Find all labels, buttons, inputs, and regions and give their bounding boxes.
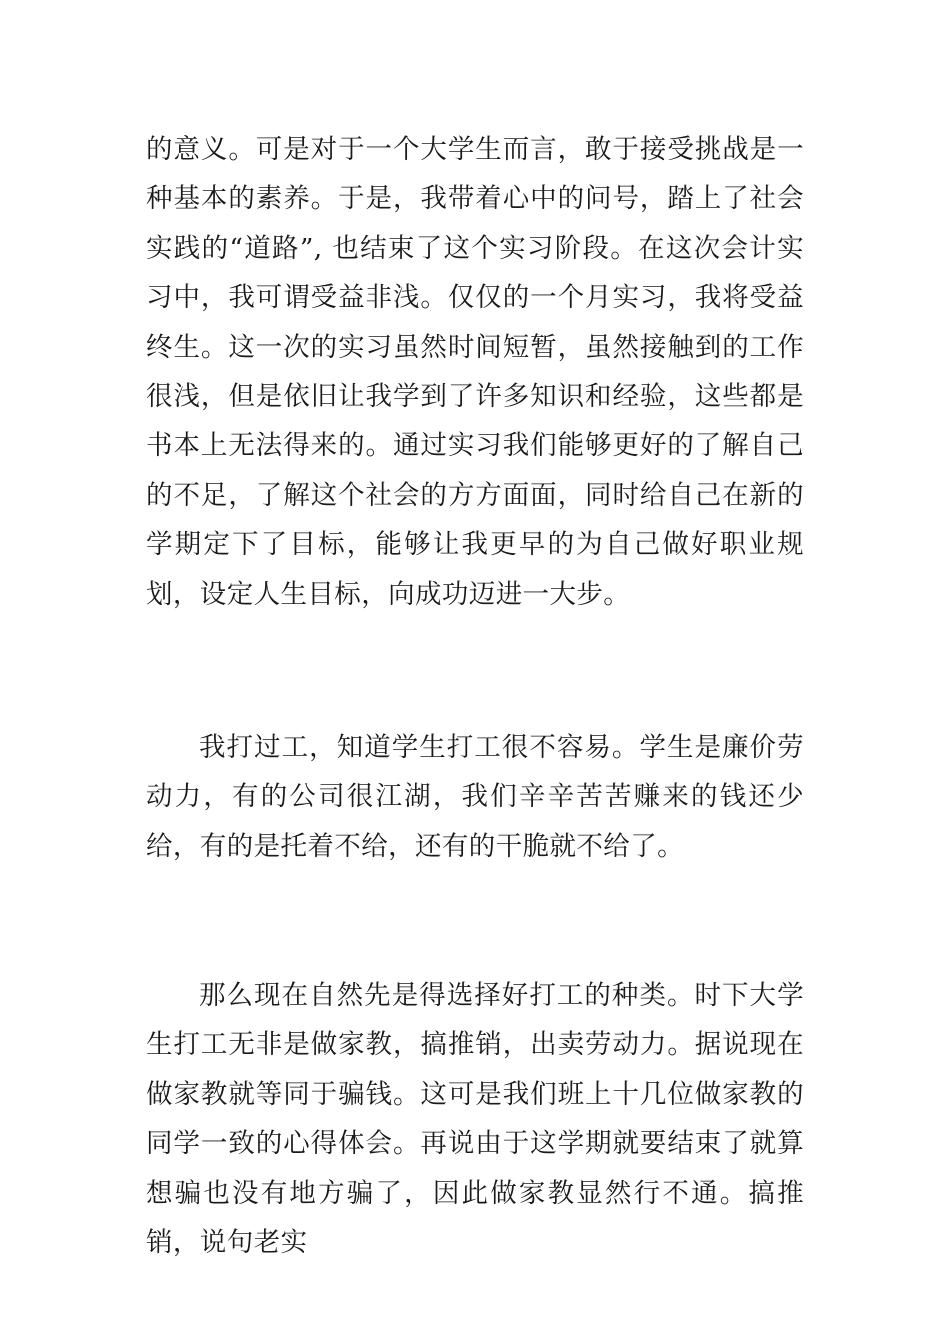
paragraph-job-choice: 那么现在自然先是得选择好打工的种类。时下大学生打工无非是做家教，搞推销，出卖劳动力。据说现在做家教就等同于骗钱。这可是我们班上十几位做家教的同学一致的心得体会。再说由于这学期就要结束了就算想骗也没有地方骗了，因此做家教显然行不通。搞推销，说句老实 [146,980,804,1259]
paragraph-student-work: 我打过工，知道学生打工很不容易。学生是廉价劳动力，有的公司很江湖，我们辛辛苦苦赚来的钱还少给，有的是托着不给，还有的干脆就不给了。 [146,732,804,862]
paragraph-internship-reflection: 的意义。可是对于一个大学生而言，敢于接受挑战是一种基本的素养。于是，我带着心中的问号，踏上了社会实践的“道路”, 也结束了这个实习阶段。在这次会计实习中，我可谓受益非浅。仅仅的一个月实习，我将受益终生。这一次的实习虽然时间短暂，虽然接触到的工作很浅，但是依旧让我学到了许多知识和经验，这些都是书本上无法得来的。通过实习我们能够更好的了解自己的不足，了解这个社会的方方面面，同时给自己在新的学期定下了目标，能够让我更早的为自己做好职业规划，设定人生目标，向成功迈进一大步。 [146,134,804,610]
